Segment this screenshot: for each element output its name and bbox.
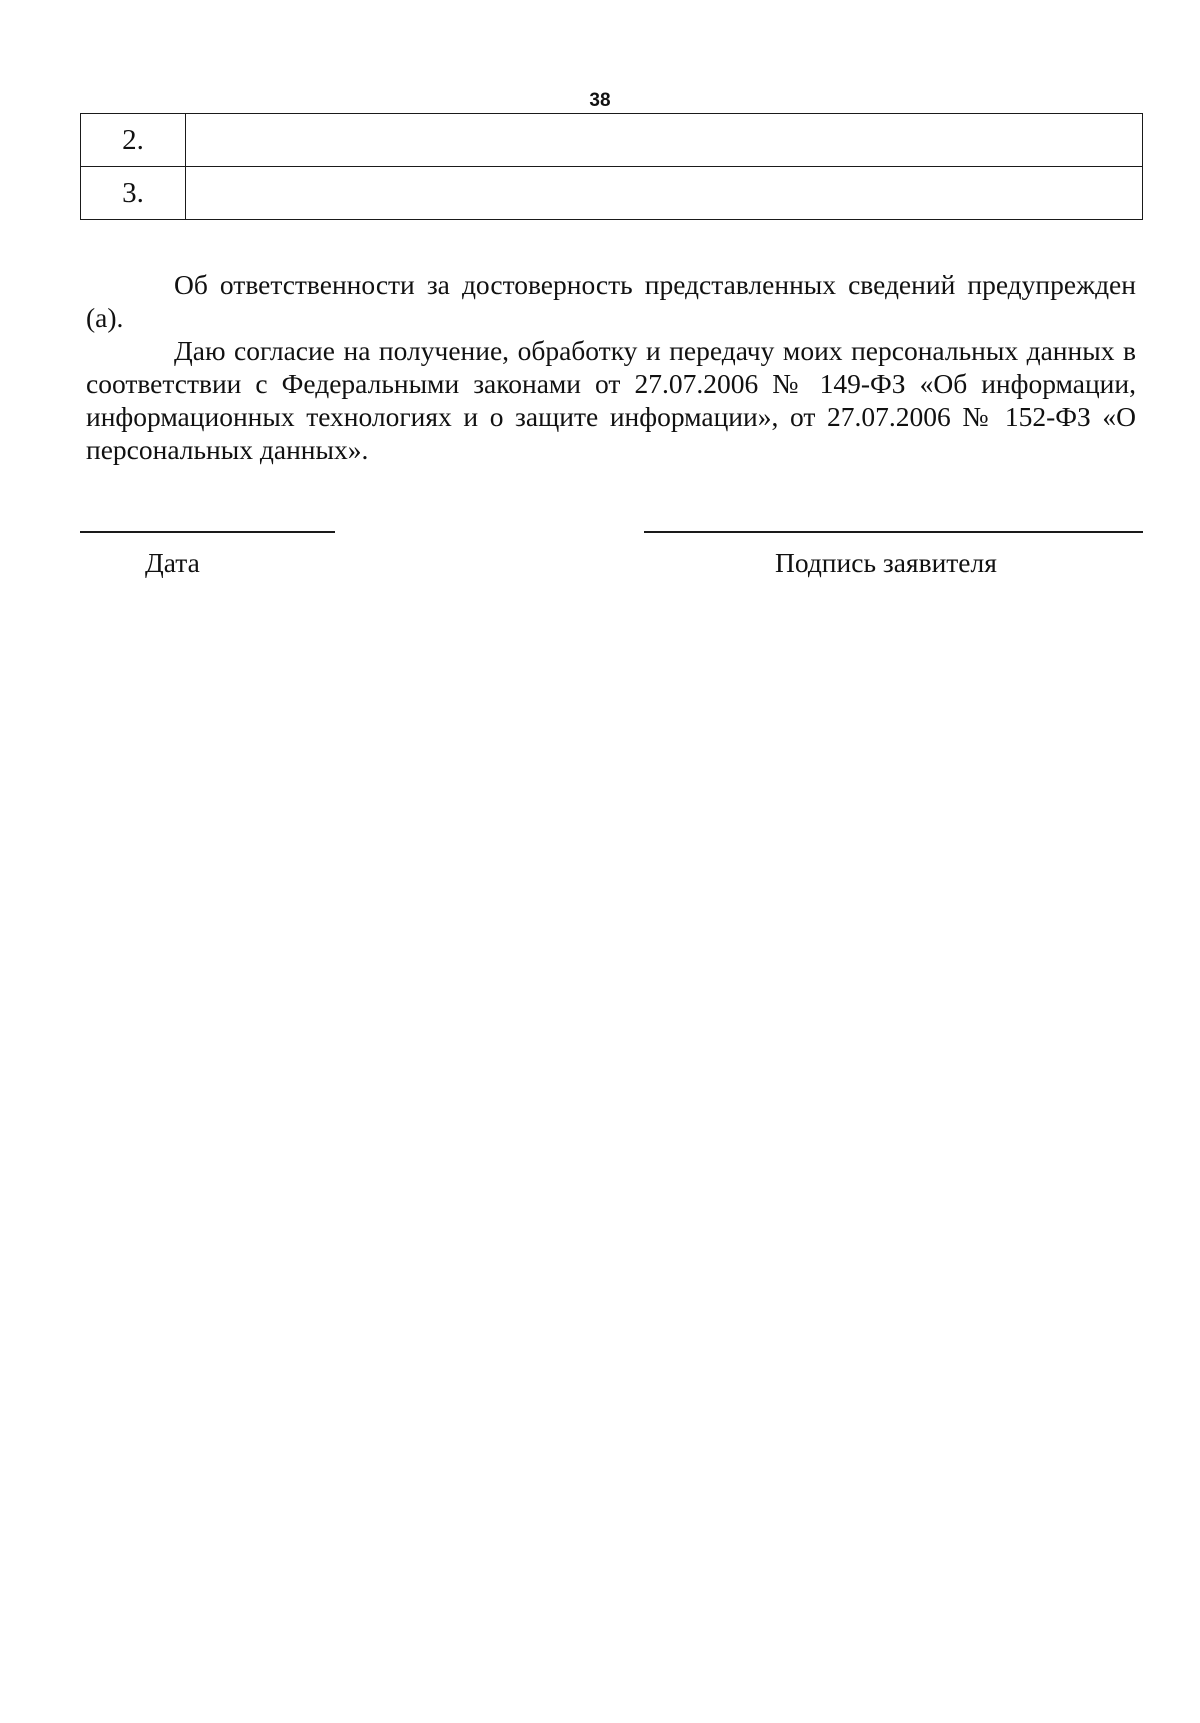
- row-number-cell: 2.: [81, 114, 186, 167]
- page-number: 38: [589, 90, 611, 111]
- consent-paragraph: Даю согласие на получение, обработку и передачу моих персональных данных в соответствии с Федеральными законами от 27.07.2006 № 149-ФЗ «Об информации, информационных технологиях и о защите информации», от 27.07.2006 № 152-ФЗ «О персональных данных».: [86, 335, 1136, 465]
- table-row: [81, 114, 1143, 167]
- signature-line[interactable]: [644, 531, 1143, 533]
- row-value-cell[interactable]: [186, 114, 1143, 167]
- form-table: [80, 113, 1143, 220]
- row-value-cell[interactable]: [186, 167, 1143, 220]
- signature-label: Подпись заявителя: [775, 547, 997, 578]
- table-row: [81, 167, 1143, 220]
- responsibility-paragraph: Об ответственности за достоверность представленных сведений предупрежден (а).: [86, 269, 1136, 333]
- row-number-cell: 3.: [81, 167, 186, 220]
- declaration-text: [86, 268, 1136, 466]
- date-line[interactable]: [80, 531, 335, 533]
- date-label: Дата: [145, 547, 200, 578]
